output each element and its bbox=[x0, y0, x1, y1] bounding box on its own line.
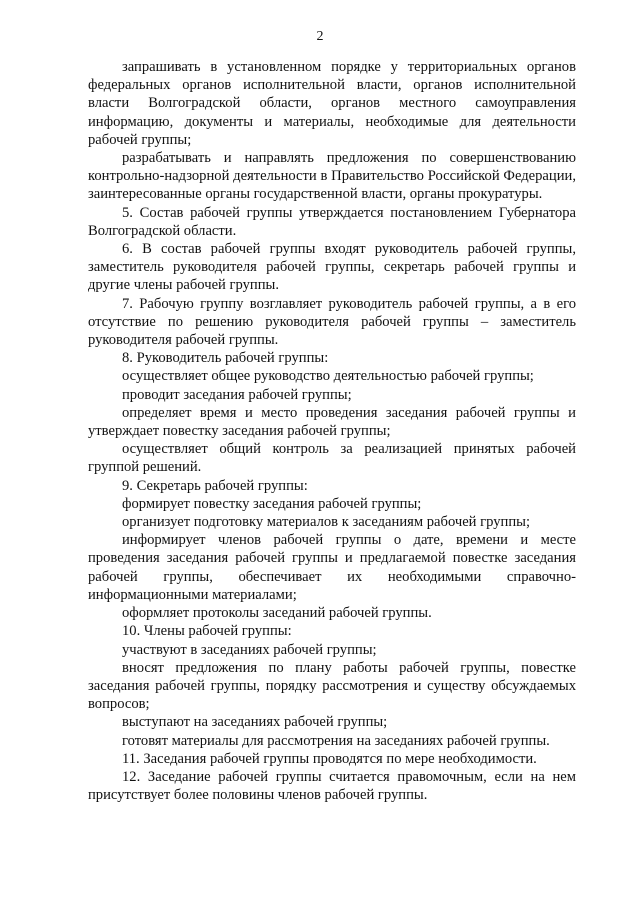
page-number: 2 bbox=[316, 29, 324, 44]
paragraph: 11. Заседания рабочей группы проводятся по мере необходимости. bbox=[122, 750, 537, 767]
paragraph: вносят предложения по плану работы рабочей группы, повестке заседания рабочей группы, порядку рассмотрения и существу обсуждаемых вопросов; bbox=[88, 659, 576, 713]
paragraph: 7. Рабочую группу возглавляет руководитель рабочей группы, а в его отсутствие по решению руководителя рабочей группы – заместитель руководителя рабочей группы. bbox=[88, 295, 576, 349]
paragraph: 10. Члены рабочей группы: bbox=[122, 623, 292, 640]
paragraph: информирует членов рабочей группы о дате, времени и месте проведения заседания рабочей группы и предлагаемой повестке заседания рабочей группы, обеспечивает их необходимыми справочно-информационными материалами; bbox=[88, 532, 576, 603]
paragraph: 12. Заседание рабочей группы считается правомочным, если на нем присутствует более половины членов рабочей группы. bbox=[88, 768, 576, 804]
paragraph: определяет время и место проведения заседания рабочей группы и утверждает повестку заседания рабочей группы; bbox=[88, 404, 576, 440]
paragraph: выступают на заседаниях рабочей группы; bbox=[122, 714, 388, 731]
paragraph: готовят материалы для рассмотрения на заседаниях рабочей группы. bbox=[122, 732, 550, 749]
paragraph: проводит заседания рабочей группы; bbox=[122, 386, 352, 403]
paragraph: запрашивать в установленном порядке у территориальных органов федеральных органов исполнительной власти, органов исполнительной власти Волгоградской области, органов местного самоуправления информацию, документы и материалы, необходимые для деятельности рабочей группы; bbox=[88, 59, 576, 148]
paragraph: формирует повестку заседания рабочей группы; bbox=[122, 495, 422, 512]
paragraph: организует подготовку материалов к заседаниям рабочей группы; bbox=[122, 514, 531, 531]
paragraph: 6. В состав рабочей группы входят руководитель рабочей группы, заместитель руководителя рабочей группы, секретарь рабочей группы и другие члены рабочей группы. bbox=[88, 241, 576, 294]
document-body bbox=[88, 58, 576, 804]
paragraph: 9. Секретарь рабочей группы: bbox=[122, 477, 308, 494]
paragraph: 8. Руководитель рабочей группы: bbox=[122, 350, 329, 367]
paragraph: оформляет протоколы заседаний рабочей группы. bbox=[122, 605, 432, 622]
paragraph: 5. Состав рабочей группы утверждается постановлением Губернатора Волгоградской области. bbox=[88, 204, 576, 239]
paragraph: осуществляет общий контроль за реализацией принятых рабочей группой решений. bbox=[88, 441, 576, 476]
paragraph: разрабатывать и направлять предложения по совершенствованию контрольно-надзорной деятельности в Правительство Российской Федерации, заинтересованные органы государственной власти, органы прокуратуры. bbox=[88, 150, 576, 203]
paragraph: участвуют в заседаниях рабочей группы; bbox=[122, 641, 377, 658]
paragraph: осуществляет общее руководство деятельностью рабочей группы; bbox=[122, 368, 534, 385]
